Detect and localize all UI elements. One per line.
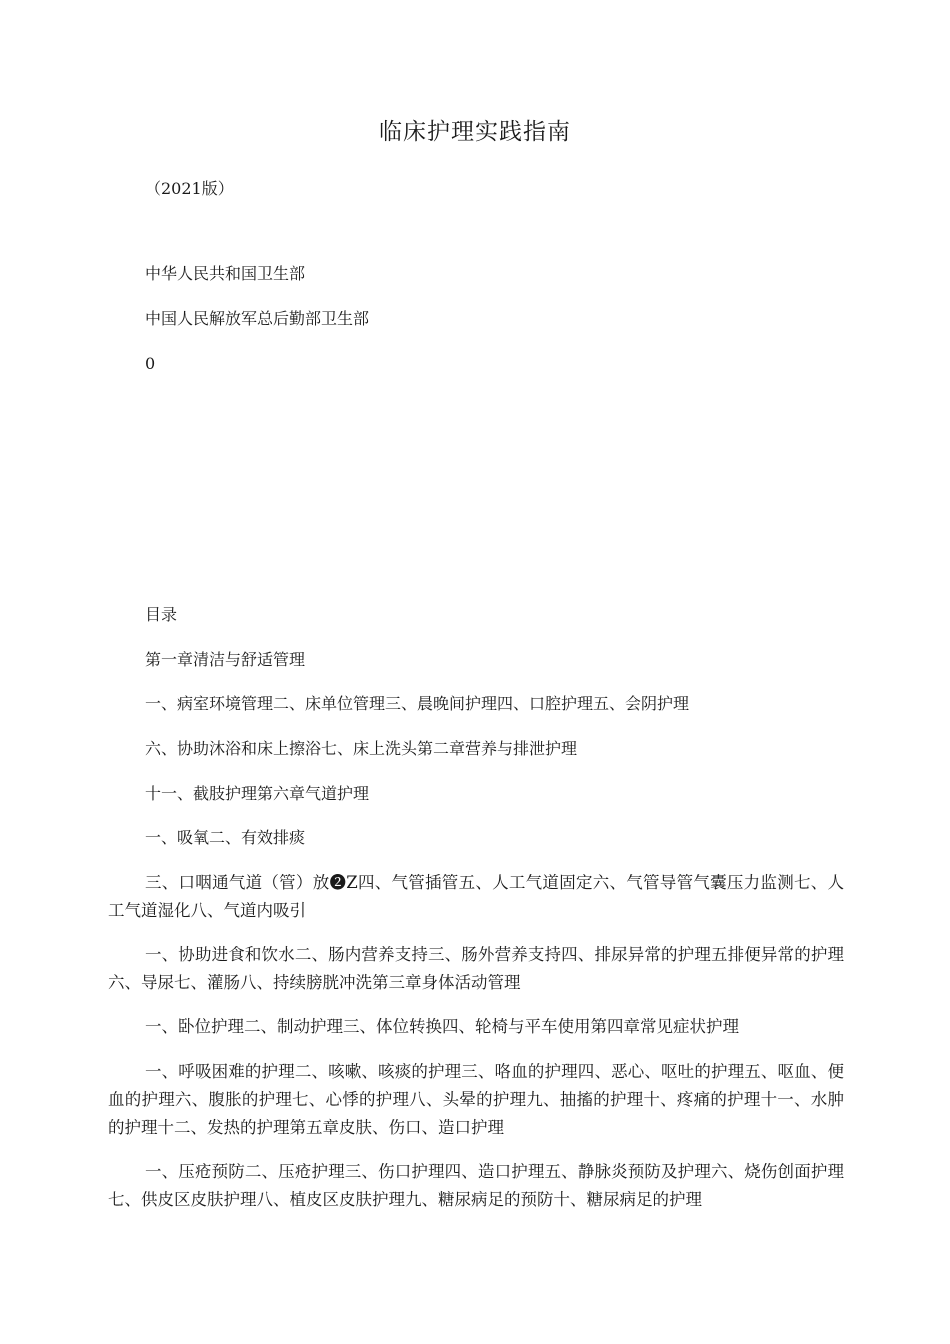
page-marker: 0 bbox=[145, 354, 156, 373]
toc-line: 一、吸氧二、有效排痰 bbox=[145, 828, 306, 847]
toc-line: 十一、截肢护理第六章气道护理 bbox=[145, 784, 370, 803]
toc-paragraph: 一、呼吸困难的护理二、咳嗽、咳痰的护理三、咯血的护理四、恶心、呕吐的护理五、呕血、便血的护理六、腹胀的护理七、心悸的护理八、头晕的护理九、抽搐的护理十、疼痛的护理十一、水肿的护理十二、发热的护理第五章皮肤、伤口、造口护理 bbox=[108, 1062, 844, 1137]
toc-paragraph: 一、压疮预防二、压疮护理三、伤口护理四、造口护理五、静脉炎预防及护理六、烧伤创面护理七、供皮区皮肤护理八、植皮区皮肤护理九、糖尿病足的预防十、糖尿病足的护理 bbox=[108, 1162, 844, 1209]
publisher-ministry-of-health: 中华人民共和国卫生部 bbox=[145, 264, 306, 283]
toc-chapter-1: 第一章清洁与舒适管理 bbox=[145, 650, 306, 669]
toc-paragraph: 三、口咽通气道（管）放❷Z四、气管插管五、人工气道固定六、气管导管气囊压力监测七、人工气道湿化八、气道内吸引 bbox=[108, 873, 844, 920]
toc-heading: 目录 bbox=[145, 605, 178, 624]
toc-paragraph: 一、卧位护理二、制动护理三、体位转换四、轮椅与平车使用第四章常见症状护理 bbox=[145, 1017, 739, 1036]
toc-paragraph: 一、协助进食和饮水二、肠内营养支持三、肠外营养支持四、排尿异常的护理五排便异常的护理六、导尿七、灌肠八、持续膀胱冲洗第三章身体活动管理 bbox=[108, 945, 844, 992]
edition-label: （2021版） bbox=[145, 179, 234, 198]
document-title: 临床护理实践指南 bbox=[379, 119, 571, 145]
toc-line: 六、协助沐浴和床上擦浴七、床上洗头第二章营养与排泄护理 bbox=[145, 739, 578, 758]
toc-line: 一、病室环境管理二、床单位管理三、晨晚间护理四、口腔护理五、会阴护理 bbox=[145, 694, 690, 713]
publisher-pla-health-department: 中国人民解放军总后勤部卫生部 bbox=[145, 309, 370, 328]
